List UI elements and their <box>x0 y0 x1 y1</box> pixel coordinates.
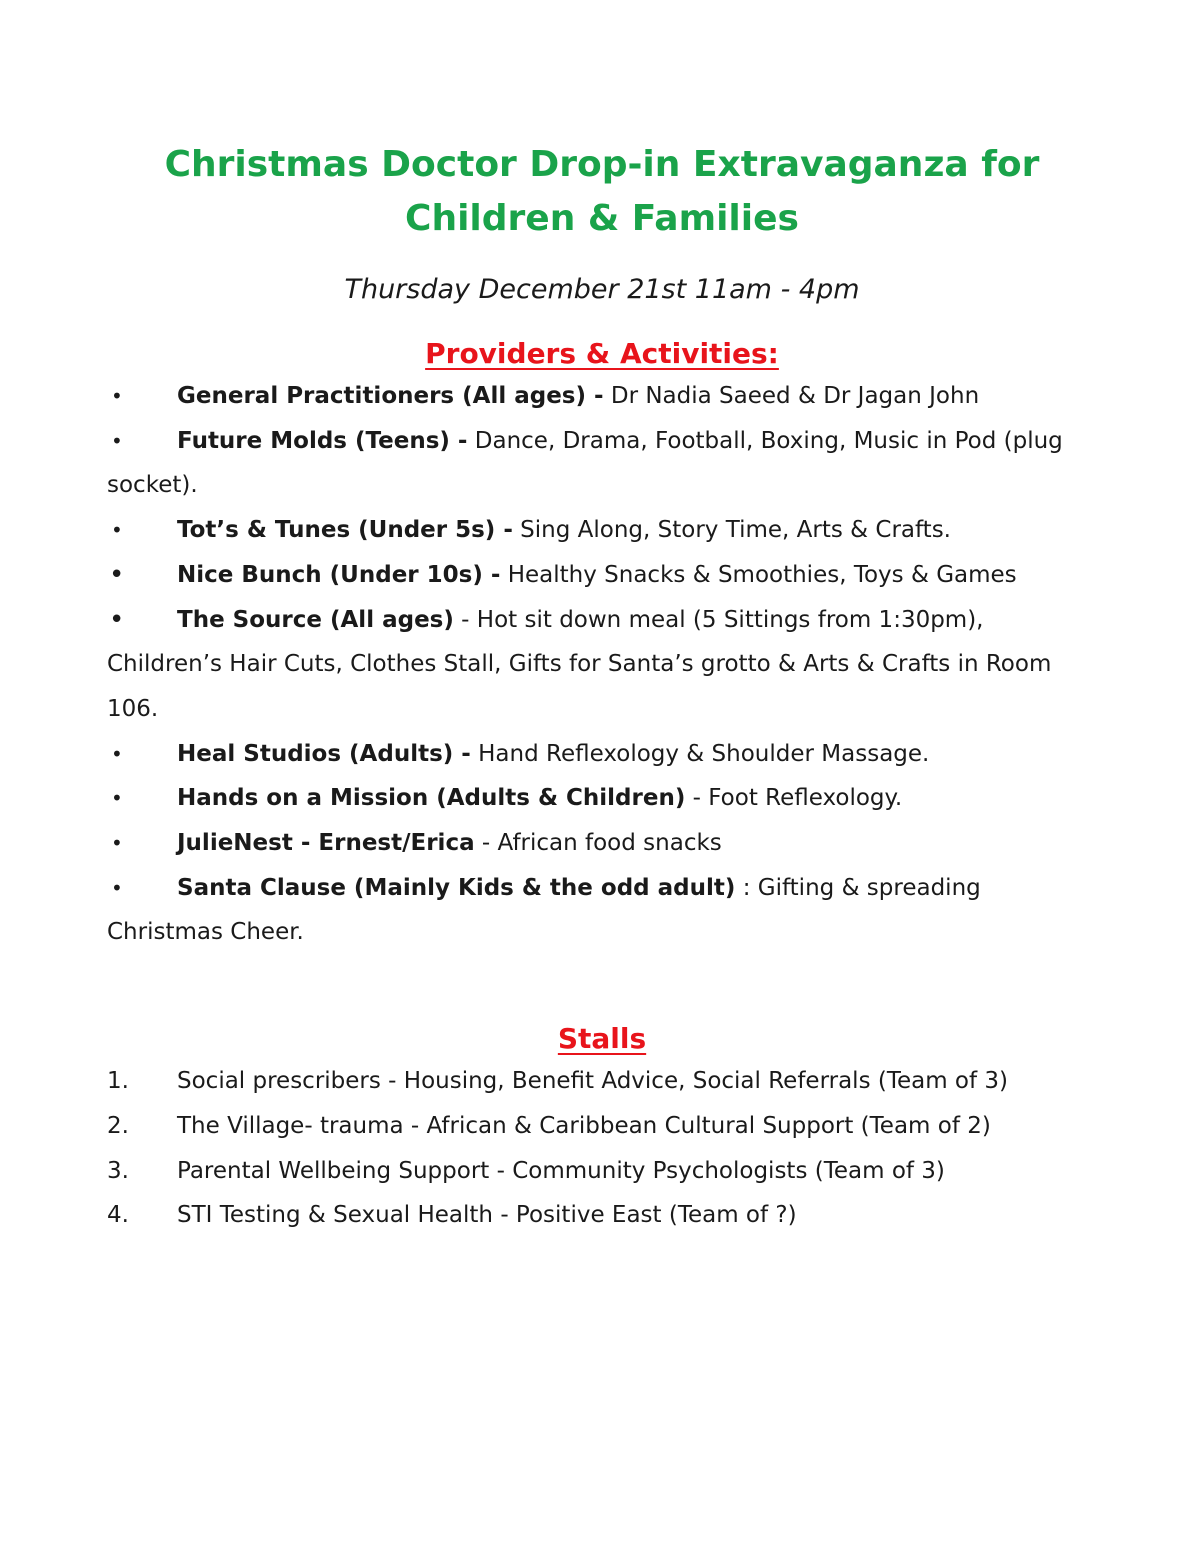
provider-detail: Dr Nadia Saeed & Dr Jagan John <box>603 383 980 409</box>
bullet-marker: • <box>111 741 123 766</box>
bullet-marker: • <box>111 518 123 543</box>
provider-name: JulieNest - Ernest/Erica <box>177 830 475 857</box>
providers-list <box>107 374 1097 955</box>
document-page <box>107 138 1097 1238</box>
provider-name: The Source (All ages) <box>177 606 454 633</box>
provider-detail: - Hot sit down meal (5 Sittings from 1:30pm), Children’s Hair Cuts, Clothes Stall, Gifts for Santa’s grotto & Arts & Crafts in Room 106. <box>107 606 1052 722</box>
provider-name: Tot’s & Tunes (Under 5s) - <box>177 517 513 544</box>
stalls-list <box>107 1059 1097 1238</box>
stall-number: 4. <box>107 1202 129 1229</box>
event-date-time: Thursday December 21st 11am - 4pm <box>344 274 860 305</box>
provider-detail: Healthy Snacks & Smoothies, Toys & Games <box>500 561 1017 588</box>
providers-heading: Providers & Activities: <box>425 337 779 370</box>
stalls-heading: Stalls <box>557 1022 647 1056</box>
provider-item-santa-clause <box>107 866 1097 955</box>
provider-item-julienest <box>107 821 1097 866</box>
provider-name: Santa Clause (Mainly Kids & the odd adult) <box>177 874 736 901</box>
provider-name: Hands on a Mission (Adults & Children) <box>177 785 686 812</box>
provider-name: Nice Bunch (Under 10s) - <box>177 561 501 588</box>
provider-item-the-source <box>107 598 1097 732</box>
provider-item-future-molds <box>107 419 1097 508</box>
stall-number: 1. <box>107 1068 129 1095</box>
bullet-marker: • <box>111 875 123 900</box>
stall-item <box>107 1059 1097 1104</box>
provider-item-tots-tunes <box>107 508 1097 553</box>
stall-item <box>107 1104 1097 1149</box>
provider-detail: Sing Along, Story Time, Arts & Crafts. <box>512 517 951 544</box>
document-title <box>107 138 1097 246</box>
provider-name: Heal Studios (Adults) - <box>177 740 471 767</box>
stall-item <box>107 1193 1097 1238</box>
provider-item-nice-bunch <box>107 553 1097 598</box>
provider-detail: Hand Reflexology & Shoulder Massage. <box>470 740 930 767</box>
title-line-2: Children & Families <box>405 198 799 239</box>
provider-detail: : Gifting & spreading Christmas Cheer. <box>107 874 981 946</box>
stall-text: Social prescribers - Housing, Benefit Advice, Social Referrals (Team of 3) <box>177 1068 1009 1095</box>
stall-number: 3. <box>107 1157 129 1184</box>
bullet-marker: • <box>111 786 123 811</box>
stall-text: STI Testing & Sexual Health - Positive East (Team of ?) <box>177 1202 797 1229</box>
stall-text: The Village- trauma - African & Caribbean Cultural Support (Team of 2) <box>177 1112 991 1139</box>
provider-item-hands-on-a-mission <box>107 776 1097 821</box>
title-line-1: Christmas Doctor Drop-in Extravaganza for <box>164 144 1040 185</box>
stall-item <box>107 1149 1097 1194</box>
bullet-marker: • <box>109 604 125 635</box>
bullet-marker: • <box>111 428 123 453</box>
provider-detail: - African food snacks <box>474 830 722 857</box>
provider-name: Future Molds (Teens) - <box>177 427 468 454</box>
provider-name: General Practitioners (All ages) - <box>177 383 604 409</box>
bullet-marker: • <box>109 559 125 590</box>
provider-detail: Dance, Drama, Football, Boxing, Music in Pod (plug socket). <box>107 427 1063 499</box>
stall-number: 2. <box>107 1112 129 1139</box>
provider-detail: - Foot Reflexology. <box>685 785 903 812</box>
provider-item-gp <box>107 374 1097 419</box>
stall-text: Parental Wellbeing Support - Community Psychologists (Team of 3) <box>177 1157 945 1184</box>
provider-item-heal-studios <box>107 732 1097 777</box>
bullet-marker: • <box>111 384 123 408</box>
bullet-marker: • <box>111 831 123 856</box>
